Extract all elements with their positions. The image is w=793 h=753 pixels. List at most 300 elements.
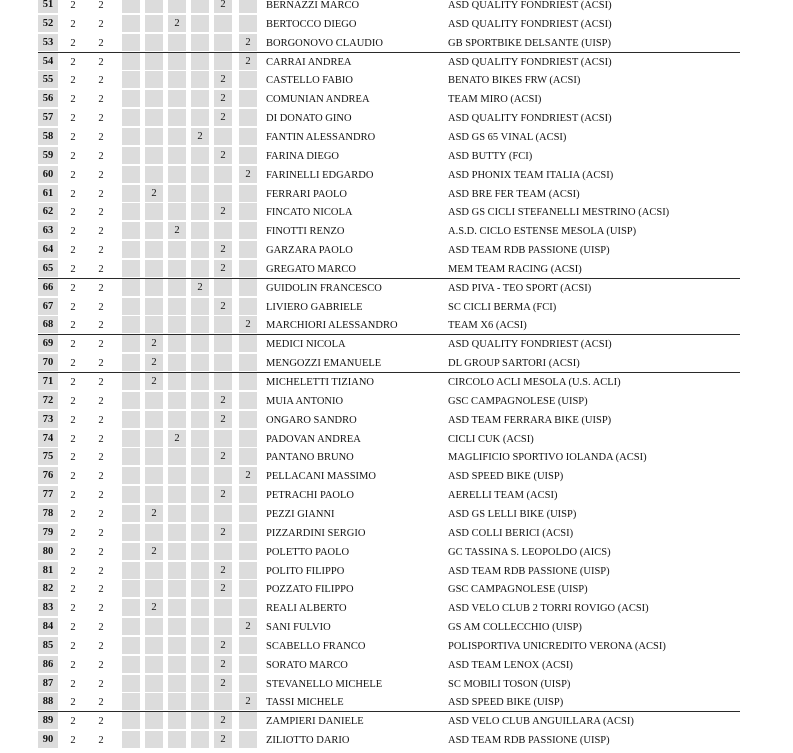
team-name: ASD TEAM RDB PASSIONE (UISP): [448, 245, 610, 257]
empty-cell: [122, 166, 140, 183]
team-name: GS AM COLLECCHIO (UISP): [448, 622, 582, 634]
rider-name: FINCATO NICOLA: [266, 207, 353, 219]
empty-cell: [191, 618, 209, 635]
col-b-value: 2: [98, 245, 104, 257]
empty-cell: [122, 222, 140, 239]
empty-cell: [122, 731, 140, 748]
col-a-value: 2: [70, 546, 76, 558]
col-a-value: 2: [70, 452, 76, 464]
empty-cell: [122, 373, 140, 390]
empty-cell: [145, 656, 163, 673]
col-b-value: 2: [98, 490, 104, 502]
empty-cell: [145, 203, 163, 220]
category-value: 2: [214, 90, 232, 107]
bib-number: 67: [38, 298, 58, 315]
empty-cell: [239, 222, 257, 239]
col-a-value: 2: [70, 584, 76, 596]
empty-cell: [191, 712, 209, 729]
category-value: 2: [168, 222, 186, 239]
empty-cell: [145, 71, 163, 88]
team-name: ASD VELO CLUB ANGUILLARA (ACSI): [448, 716, 634, 728]
empty-cell: [239, 543, 257, 560]
empty-cell: [168, 637, 186, 654]
category-value: 2: [145, 354, 163, 371]
empty-cell: [191, 354, 209, 371]
empty-cell: [122, 34, 140, 51]
empty-cell: [214, 543, 232, 560]
team-name: DL GROUP SARTORI (ACSI): [448, 358, 580, 370]
empty-cell: [122, 335, 140, 352]
bib-number: 66: [38, 279, 58, 296]
empty-cell: [122, 90, 140, 107]
empty-cell: [168, 316, 186, 333]
col-a-value: 2: [70, 622, 76, 634]
team-name: GSC CAMPAGNOLESE (UISP): [448, 584, 588, 596]
col-b-value: 2: [98, 339, 104, 351]
empty-cell: [191, 505, 209, 522]
empty-cell: [168, 505, 186, 522]
rider-name: PEZZI GIANNI: [266, 508, 335, 520]
empty-cell: [239, 731, 257, 748]
rider-name: FINOTTI RENZO: [266, 226, 345, 238]
empty-cell: [145, 298, 163, 315]
empty-cell: [145, 580, 163, 597]
col-a-value: 2: [70, 716, 76, 728]
rider-name: BERNAZZI MARCO: [266, 0, 360, 11]
empty-cell: [191, 203, 209, 220]
col-a-value: 2: [70, 94, 76, 106]
table-row: [0, 109, 793, 128]
col-b-value: 2: [98, 94, 104, 106]
empty-cell: [239, 109, 257, 126]
col-b-value: 2: [98, 282, 104, 294]
empty-cell: [191, 430, 209, 447]
col-b-value: 2: [98, 716, 104, 728]
team-name: ASD GS CICLI STEFANELLI MESTRINO (ACSI): [448, 207, 670, 219]
rider-name: GUIDOLIN FRANCESCO: [266, 282, 382, 294]
empty-cell: [239, 411, 257, 428]
category-value: 2: [239, 53, 257, 70]
col-a-value: 2: [70, 339, 76, 351]
col-a-value: 2: [70, 527, 76, 539]
col-b-value: 2: [98, 0, 104, 11]
team-name: ASD SPEED BIKE (UISP): [448, 471, 564, 483]
empty-cell: [145, 392, 163, 409]
empty-cell: [168, 53, 186, 70]
team-name: SC MOBILI TOSON (UISP): [448, 678, 571, 690]
rider-name: BERTOCCO DIEGO: [266, 18, 357, 30]
team-name: CICLI CUK (ACSI): [448, 433, 534, 445]
category-value: 2: [145, 185, 163, 202]
empty-cell: [168, 712, 186, 729]
category-value: 2: [239, 166, 257, 183]
col-a-value: 2: [70, 301, 76, 313]
team-name: ASD TEAM LENOX (ACSI): [448, 659, 573, 671]
rider-name: BORGONOVO CLAUDIO: [266, 37, 383, 49]
empty-cell: [145, 34, 163, 51]
empty-cell: [191, 90, 209, 107]
bib-number: 55: [38, 71, 58, 88]
rider-name: SORATO MARCO: [266, 659, 348, 671]
empty-cell: [239, 128, 257, 145]
empty-cell: [122, 316, 140, 333]
empty-cell: [214, 316, 232, 333]
bib-number: 59: [38, 147, 58, 164]
category-value: 2: [214, 298, 232, 315]
col-b-value: 2: [98, 131, 104, 143]
empty-cell: [122, 53, 140, 70]
team-name: ASD QUALITY FONDRIEST (ACSI): [448, 339, 612, 351]
table-row: [0, 524, 793, 543]
empty-cell: [168, 260, 186, 277]
rider-name: PADOVAN ANDREA: [266, 433, 361, 445]
bib-number: 52: [38, 15, 58, 32]
empty-cell: [168, 34, 186, 51]
category-value: 2: [214, 203, 232, 220]
col-a-value: 2: [70, 75, 76, 87]
bib-number: 85: [38, 637, 58, 654]
category-value: 2: [214, 241, 232, 258]
empty-cell: [191, 448, 209, 465]
col-a-value: 2: [70, 226, 76, 238]
rider-name: TASSI MICHELE: [266, 697, 344, 709]
empty-cell: [145, 109, 163, 126]
empty-cell: [122, 279, 140, 296]
empty-cell: [168, 335, 186, 352]
rider-name: ZAMPIERI DANIELE: [266, 716, 364, 728]
team-name: GSC CAMPAGNOLESE (UISP): [448, 395, 588, 407]
col-a-value: 2: [70, 207, 76, 219]
bib-number: 56: [38, 90, 58, 107]
team-name: ASD BRE FER TEAM (ACSI): [448, 188, 580, 200]
empty-cell: [145, 316, 163, 333]
bib-number: 54: [38, 53, 58, 70]
rider-name: STEVANELLO MICHELE: [266, 678, 383, 690]
col-a-value: 2: [70, 37, 76, 49]
rider-name: COMUNIAN ANDREA: [266, 94, 370, 106]
empty-cell: [122, 128, 140, 145]
bib-number: 83: [38, 599, 58, 616]
col-a-value: 2: [70, 640, 76, 652]
empty-cell: [145, 637, 163, 654]
category-value: 2: [214, 524, 232, 541]
empty-cell: [145, 166, 163, 183]
rider-name: ONGARO SANDRO: [266, 414, 357, 426]
empty-cell: [239, 505, 257, 522]
col-b-value: 2: [98, 56, 104, 68]
category-value: 2: [239, 34, 257, 51]
rider-name: MENGOZZI EMANUELE: [266, 358, 382, 370]
bib-number: 86: [38, 656, 58, 673]
empty-cell: [145, 448, 163, 465]
rider-name: POZZATO FILIPPO: [266, 584, 354, 596]
empty-cell: [214, 128, 232, 145]
team-name: ASD QUALITY FONDRIEST (ACSI): [448, 113, 612, 125]
empty-cell: [122, 486, 140, 503]
empty-cell: [168, 354, 186, 371]
empty-cell: [145, 430, 163, 447]
bib-number: 68: [38, 316, 58, 333]
col-a-value: 2: [70, 414, 76, 426]
table-row: [0, 203, 793, 222]
col-a-value: 2: [70, 433, 76, 445]
empty-cell: [122, 524, 140, 541]
team-name: ASD PIVA - TEO SPORT (ACSI): [448, 282, 592, 294]
empty-cell: [191, 166, 209, 183]
table-row: [0, 392, 793, 411]
bib-number: 75: [38, 448, 58, 465]
team-name: ASD GS LELLI BIKE (UISP): [448, 508, 577, 520]
rider-name: POLITO FILIPPO: [266, 565, 345, 577]
bib-number: 80: [38, 543, 58, 560]
empty-cell: [122, 147, 140, 164]
bib-number: 69: [38, 335, 58, 352]
bib-number: 87: [38, 675, 58, 692]
table-row: [0, 618, 793, 637]
empty-cell: [239, 0, 257, 13]
category-value: 2: [145, 505, 163, 522]
category-value: 2: [168, 15, 186, 32]
empty-cell: [145, 147, 163, 164]
table-row: [0, 580, 793, 599]
rider-name: LIVIERO GABRIELE: [266, 301, 363, 313]
empty-cell: [168, 166, 186, 183]
empty-cell: [214, 15, 232, 32]
empty-cell: [191, 392, 209, 409]
empty-cell: [168, 618, 186, 635]
empty-cell: [214, 335, 232, 352]
empty-cell: [191, 109, 209, 126]
empty-cell: [239, 373, 257, 390]
col-b-value: 2: [98, 18, 104, 30]
col-b-value: 2: [98, 188, 104, 200]
table-row: [0, 693, 793, 712]
category-value: 2: [214, 486, 232, 503]
empty-cell: [168, 109, 186, 126]
empty-cell: [168, 486, 186, 503]
category-value: 2: [239, 693, 257, 710]
category-value: 2: [168, 430, 186, 447]
empty-cell: [145, 467, 163, 484]
empty-cell: [191, 562, 209, 579]
table-row: [0, 562, 793, 581]
col-b-value: 2: [98, 697, 104, 709]
team-name: ASD QUALITY FONDRIEST (ACSI): [448, 56, 612, 68]
table-row: [0, 53, 793, 72]
team-name: ASD COLLI BERICI (ACSI): [448, 527, 574, 539]
team-name: AERELLI TEAM (ACSI): [448, 490, 558, 502]
table-row: [0, 298, 793, 317]
empty-cell: [191, 467, 209, 484]
col-b-value: 2: [98, 546, 104, 558]
empty-cell: [145, 279, 163, 296]
bib-number: 61: [38, 185, 58, 202]
rider-name: PIZZARDINI SERGIO: [266, 527, 366, 539]
table-row: [0, 599, 793, 618]
empty-cell: [168, 448, 186, 465]
col-a-value: 2: [70, 18, 76, 30]
bib-number: 73: [38, 411, 58, 428]
empty-cell: [191, 675, 209, 692]
col-a-value: 2: [70, 282, 76, 294]
table-row: [0, 279, 793, 298]
col-b-value: 2: [98, 565, 104, 577]
table-row: [0, 166, 793, 185]
empty-cell: [191, 693, 209, 710]
empty-cell: [191, 373, 209, 390]
bib-number: 82: [38, 580, 58, 597]
category-value: 2: [214, 562, 232, 579]
col-a-value: 2: [70, 56, 76, 68]
empty-cell: [122, 580, 140, 597]
col-b-value: 2: [98, 263, 104, 275]
rider-name: FARINELLI EDGARDO: [266, 169, 374, 181]
category-value: 2: [145, 543, 163, 560]
bib-number: 79: [38, 524, 58, 541]
col-b-value: 2: [98, 377, 104, 388]
bib-number: 57: [38, 109, 58, 126]
bib-number: 90: [38, 731, 58, 748]
col-a-value: 2: [70, 358, 76, 370]
empty-cell: [168, 0, 186, 13]
col-a-value: 2: [70, 377, 76, 388]
col-a-value: 2: [70, 0, 76, 11]
team-name: TEAM X6 (ACSI): [448, 320, 527, 332]
bib-number: 65: [38, 260, 58, 277]
table-row: [0, 222, 793, 241]
empty-cell: [214, 467, 232, 484]
empty-cell: [191, 147, 209, 164]
empty-cell: [168, 392, 186, 409]
category-value: 2: [214, 0, 232, 13]
table-row: [0, 411, 793, 430]
team-name: SC CICLI BERMA (FCI): [448, 301, 557, 313]
empty-cell: [145, 260, 163, 277]
team-name: ASD SPEED BIKE (UISP): [448, 697, 564, 709]
empty-cell: [239, 335, 257, 352]
empty-cell: [145, 675, 163, 692]
empty-cell: [191, 298, 209, 315]
table-row: [0, 712, 793, 731]
empty-cell: [239, 147, 257, 164]
col-a-value: 2: [70, 245, 76, 257]
empty-cell: [239, 675, 257, 692]
col-a-value: 2: [70, 263, 76, 275]
empty-cell: [239, 90, 257, 107]
category-value: 2: [214, 71, 232, 88]
empty-cell: [145, 731, 163, 748]
team-name: ASD BUTTY (FCI): [448, 150, 533, 162]
empty-cell: [191, 34, 209, 51]
empty-cell: [145, 15, 163, 32]
col-a-value: 2: [70, 150, 76, 162]
category-value: 2: [214, 260, 232, 277]
category-value: 2: [145, 373, 163, 390]
col-b-value: 2: [98, 678, 104, 690]
empty-cell: [191, 599, 209, 616]
empty-cell: [122, 712, 140, 729]
empty-cell: [239, 430, 257, 447]
empty-cell: [239, 580, 257, 597]
empty-cell: [191, 316, 209, 333]
col-b-value: 2: [98, 226, 104, 238]
empty-cell: [191, 543, 209, 560]
table-row: [0, 34, 793, 53]
empty-cell: [122, 71, 140, 88]
empty-cell: [191, 260, 209, 277]
rider-name: ZILIOTTO DARIO: [266, 735, 350, 747]
rider-name: MUIA ANTONIO: [266, 395, 344, 407]
empty-cell: [214, 693, 232, 710]
col-a-value: 2: [70, 113, 76, 125]
category-value: 2: [214, 580, 232, 597]
empty-cell: [239, 71, 257, 88]
empty-cell: [168, 411, 186, 428]
col-b-value: 2: [98, 527, 104, 539]
rider-name: CASTELLO FABIO: [266, 75, 354, 87]
empty-cell: [214, 373, 232, 390]
bib-number: 84: [38, 618, 58, 635]
team-name: ASD TEAM FERRARA BIKE (UISP): [448, 414, 612, 426]
empty-cell: [191, 15, 209, 32]
table-row: [0, 354, 793, 373]
category-value: 2: [145, 599, 163, 616]
table-row: [0, 637, 793, 656]
col-a-value: 2: [70, 188, 76, 200]
empty-cell: [122, 298, 140, 315]
empty-cell: [239, 185, 257, 202]
col-b-value: 2: [98, 659, 104, 671]
col-b-value: 2: [98, 320, 104, 332]
empty-cell: [214, 430, 232, 447]
table-row: [0, 373, 793, 392]
empty-cell: [168, 71, 186, 88]
col-b-value: 2: [98, 508, 104, 520]
category-value: 2: [214, 656, 232, 673]
rider-name: FARINA DIEGO: [266, 150, 340, 162]
team-name: MEM TEAM RACING (ACSI): [448, 263, 582, 275]
col-b-value: 2: [98, 452, 104, 464]
empty-cell: [168, 731, 186, 748]
empty-cell: [214, 222, 232, 239]
col-b-value: 2: [98, 37, 104, 49]
category-value: 2: [214, 109, 232, 126]
table-row: [0, 0, 793, 15]
table-row: [0, 316, 793, 335]
table-row: [0, 430, 793, 449]
table-row: [0, 467, 793, 486]
bib-number: 60: [38, 166, 58, 183]
empty-cell: [191, 411, 209, 428]
empty-cell: [122, 618, 140, 635]
col-a-value: 2: [70, 603, 76, 615]
table-row: [0, 505, 793, 524]
empty-cell: [214, 279, 232, 296]
empty-cell: [214, 599, 232, 616]
category-value: 2: [214, 448, 232, 465]
empty-cell: [239, 712, 257, 729]
empty-cell: [168, 147, 186, 164]
empty-cell: [214, 618, 232, 635]
empty-cell: [214, 505, 232, 522]
empty-cell: [122, 675, 140, 692]
col-b-value: 2: [98, 640, 104, 652]
empty-cell: [145, 562, 163, 579]
team-name: ASD TEAM RDB PASSIONE (UISP): [448, 565, 610, 577]
table-row: [0, 147, 793, 166]
empty-cell: [122, 448, 140, 465]
team-name: A.S.D. CICLO ESTENSE MESOLA (UISP): [448, 226, 637, 238]
